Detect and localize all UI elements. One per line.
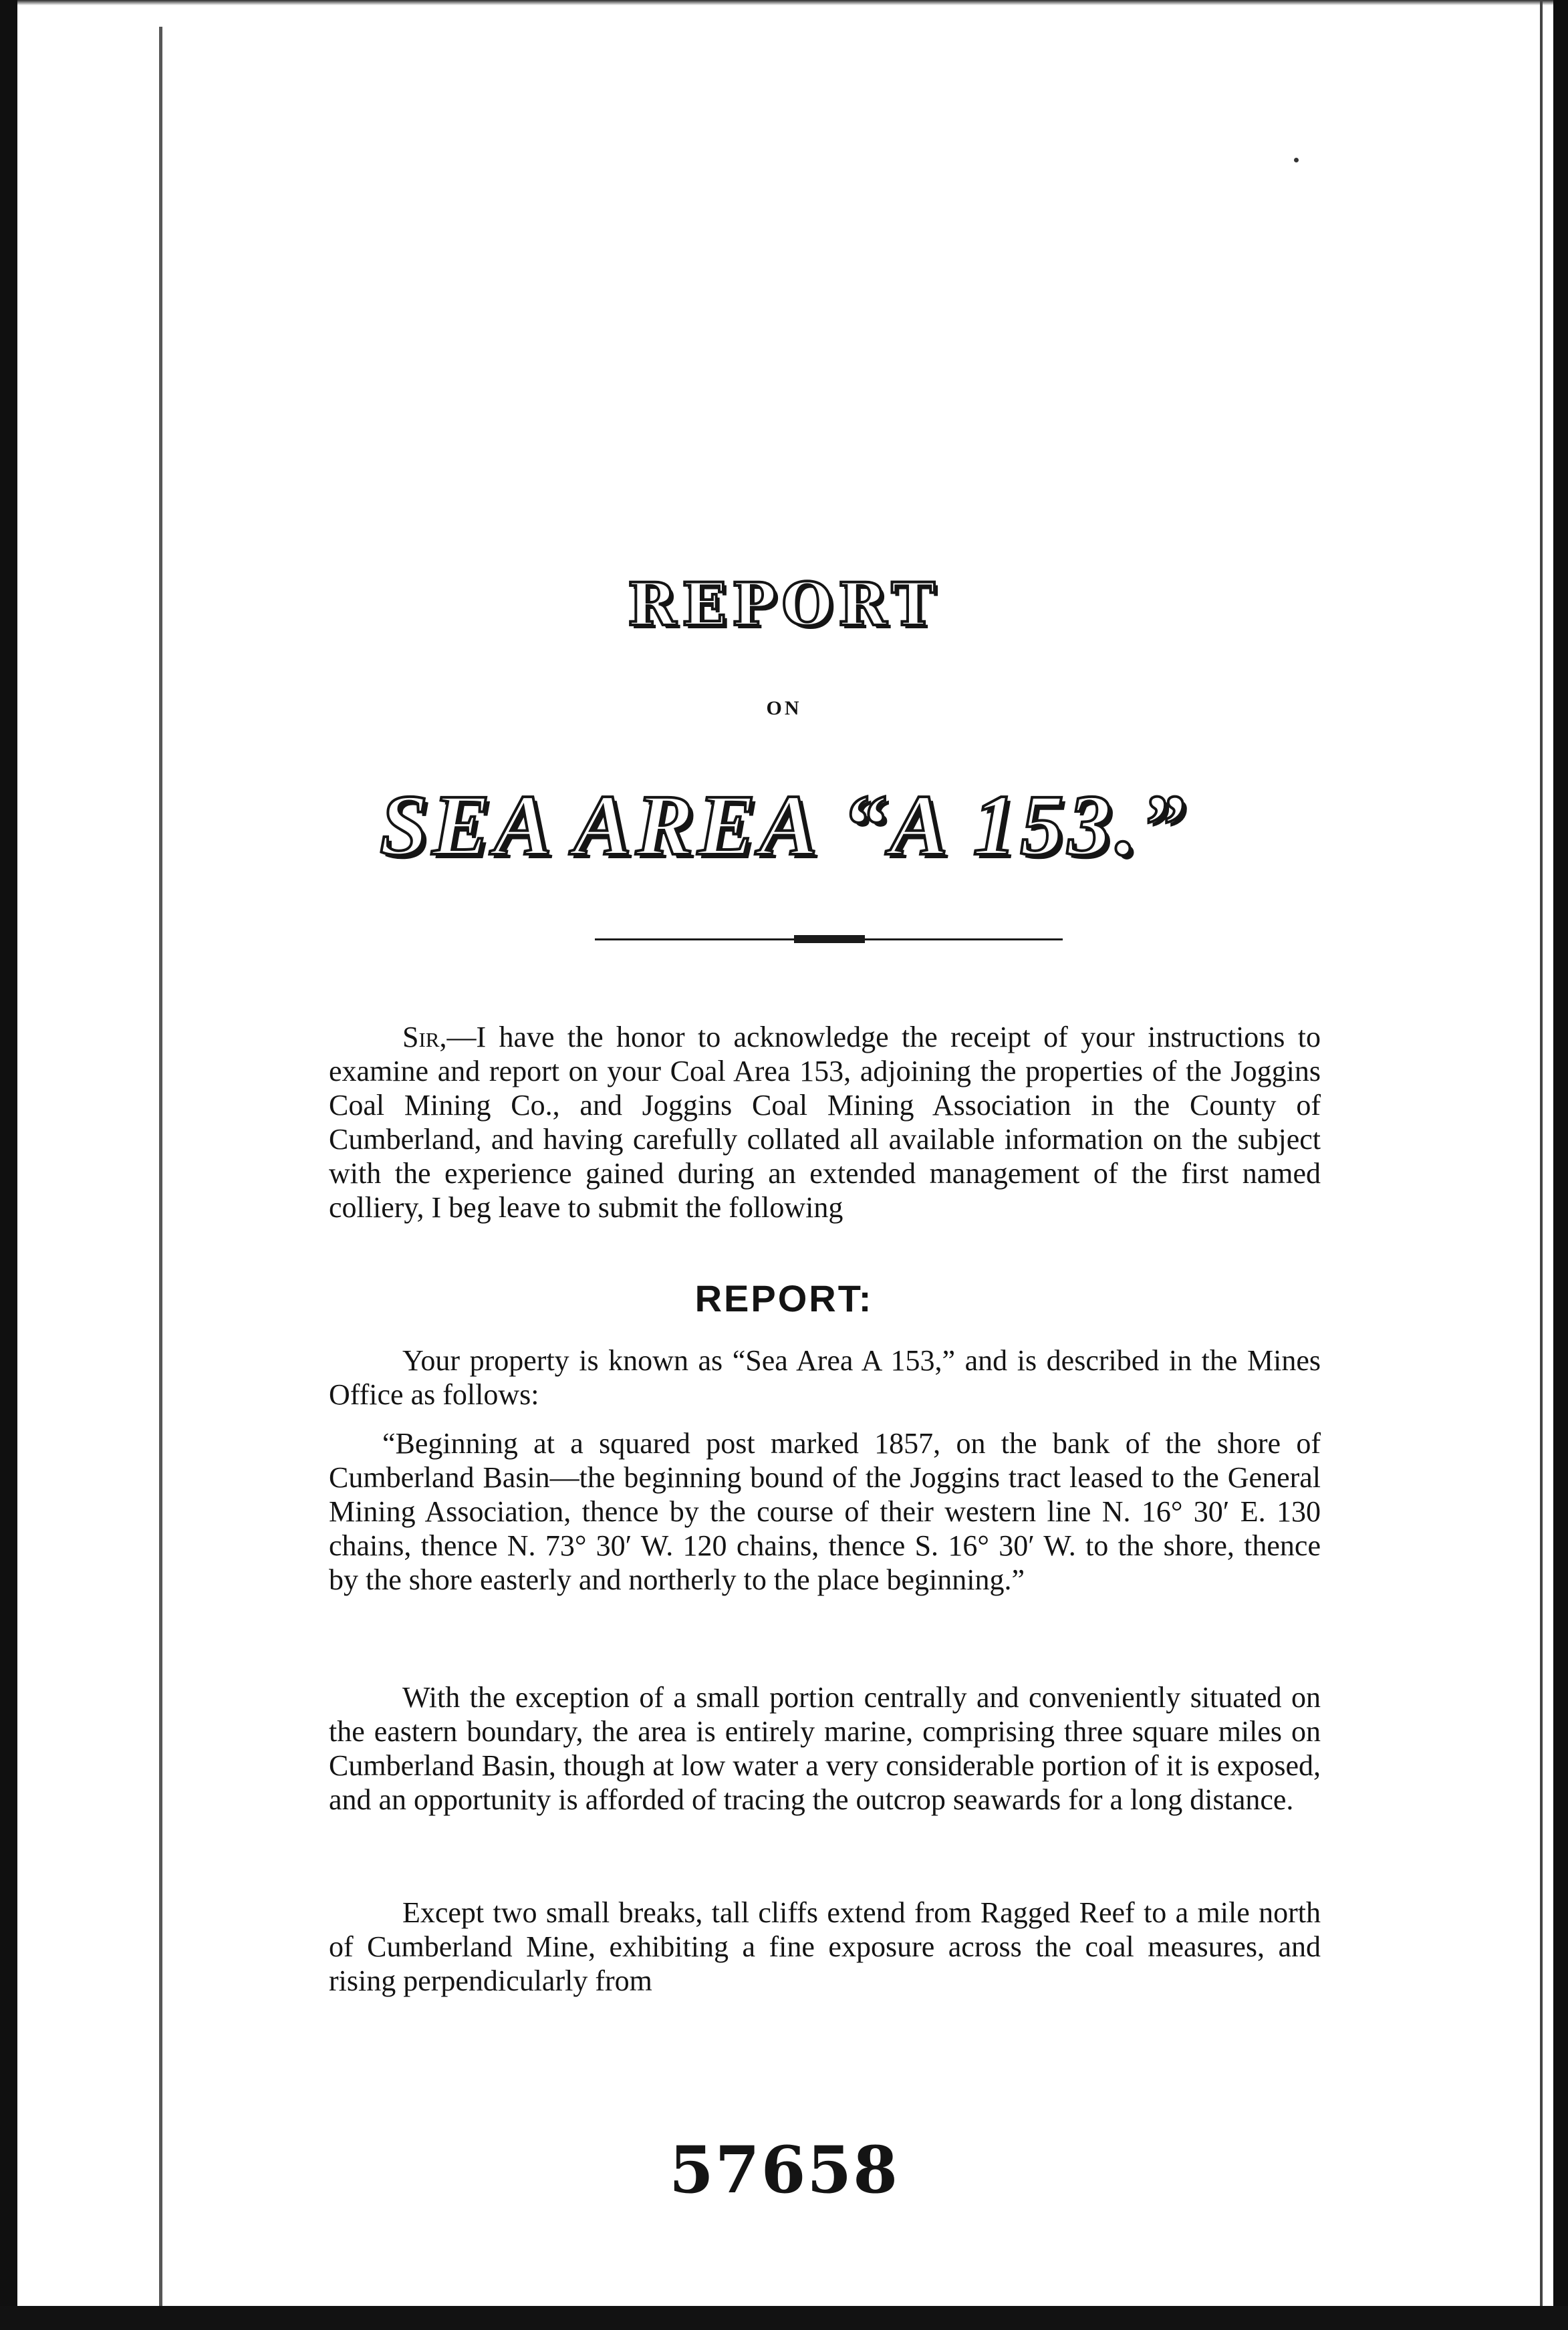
page-number: 57658 bbox=[669, 2132, 899, 2208]
scan-left-margin-line bbox=[159, 27, 162, 2326]
scan-bottom-edge bbox=[0, 2306, 1568, 2330]
opening-paragraph-text: —I have the honor to acknowledge the receipt of your instructions to examine and report on your Coal Area 153, adjoining the properties of the Joggins Coal Mining Co., and Joggins Coal Mining Association in the County of Cumberland, and having carefully collated all available information on the subject with the experience gained during an extended management of the first named colliery, I beg leave to submit the following bbox=[329, 1021, 1321, 1224]
scan-left-edge bbox=[0, 0, 17, 2330]
salutation: Sir, bbox=[402, 1021, 447, 1053]
title-connector: ON bbox=[766, 697, 802, 719]
report-title: REPORT bbox=[627, 569, 941, 639]
report-section-heading: REPORT: bbox=[694, 1277, 874, 1319]
scan-speck bbox=[1294, 158, 1299, 162]
title-divider-ornament bbox=[794, 935, 865, 943]
scan-top-edge bbox=[0, 0, 1568, 5]
boundary-description-paragraph: “Beginning at a squared post marked 1857, on the bank of the shore of Cumberland Basin—the beginning bound of the Joggins tract leased to the General Mining Association, thence by the course of their western line N. 16° 30′ E. 130 chains, thence N. 73° 30′ W. 120 chains, thence S. 16° 30′ W. to the shore, thence by the shore easterly and northerly to the place beginning.” bbox=[329, 1427, 1321, 1596]
property-paragraph: Your property is known as “Sea Area A 153,” and is described in the Mines Office as follows: bbox=[329, 1344, 1321, 1411]
cliffs-paragraph: Except two small breaks, tall cliffs extend from Ragged Reef to a mile north of Cumberland Mine, exhibiting a fine exposure across the coal measures, and rising perpendicularly from bbox=[329, 1896, 1321, 1997]
area-description-paragraph: With the exception of a small portion centrally and conveniently situated on the eastern boundary, the area is entirely marine, comprising three square miles on Cumberland Basin, though at low water a very considerable portion of it is exposed, and an opportunity is afforded of tracing the outcrop seawards for a long distance. bbox=[329, 1681, 1321, 1816]
report-subtitle: SEA AREA “A 153.” bbox=[380, 777, 1188, 874]
scan-right-edge bbox=[1553, 0, 1568, 2330]
opening-paragraph bbox=[329, 1020, 1321, 1224]
scan-right-margin-line bbox=[1540, 0, 1543, 2330]
